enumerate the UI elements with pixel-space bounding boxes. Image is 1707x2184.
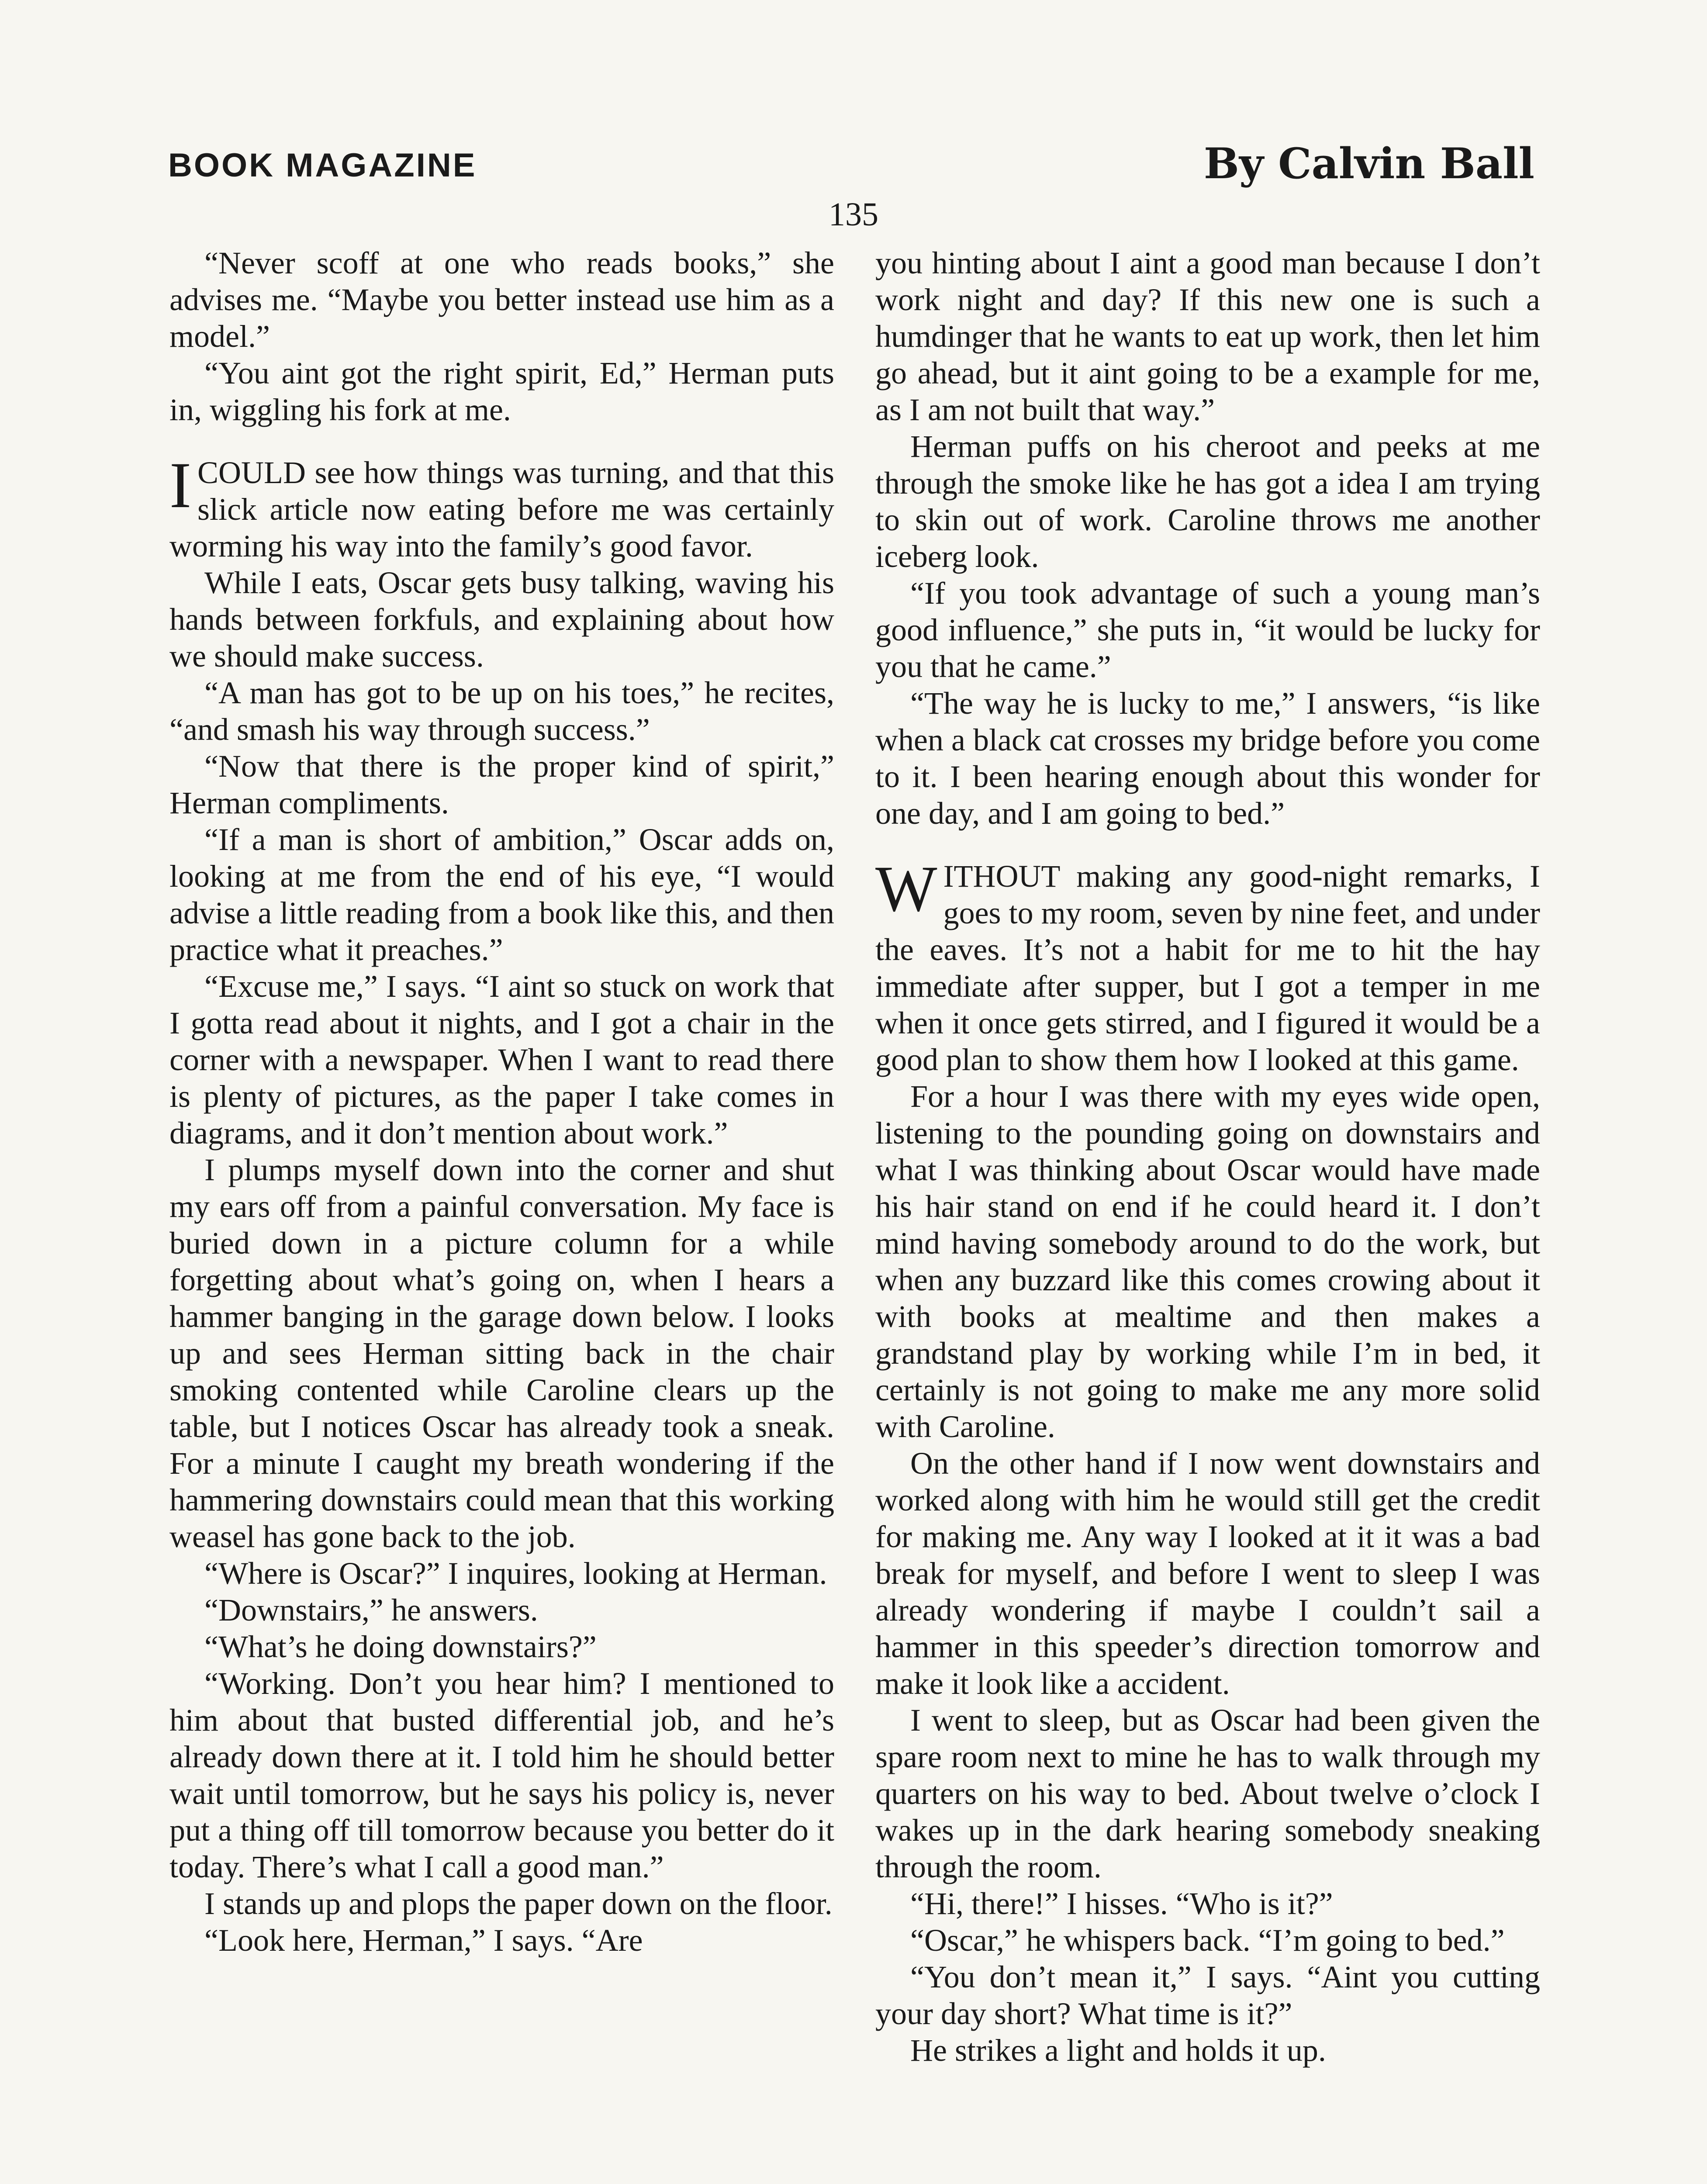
paragraph bbox=[875, 1959, 1540, 2032]
paragraph-text: COULD see how things was turning, and that this slick article now eating before me was certainly worming his way into the family’s good favor. bbox=[169, 455, 834, 563]
paragraph-text: I plumps myself down into the corner and shut my ears off from a painful conversation. My face is buried down in a picture column for a while forgetting about what’s going on, when I hears a hammer banging in the garage down below. I looks up and sees Herman sitting back in the chair smoking contented while Caroline clears up the table, but I notices Oscar has already took a sneak. For a minute I caught my breath wondering if the hammering downstairs could mean that this working weasel has gone back to the job. bbox=[169, 1152, 834, 1554]
paragraph bbox=[169, 1922, 834, 1959]
paragraph-text: “You aint got the right spirit, Ed,” Herman puts in, wiggling his fork at me. bbox=[169, 356, 834, 427]
byline: By Calvin Ball bbox=[1203, 139, 1534, 188]
paragraph bbox=[875, 1445, 1540, 1702]
page-number: 135 bbox=[829, 196, 878, 233]
paragraph bbox=[169, 1628, 834, 1665]
paragraph bbox=[875, 685, 1540, 832]
paragraph bbox=[875, 575, 1540, 685]
paragraph bbox=[169, 564, 834, 674]
paragraph-text: “Now that there is the proper kind of spirit,” Herman compliments. bbox=[169, 749, 834, 820]
paragraph-text: “Oscar,” he whispers back. “I’m going to bed.” bbox=[910, 1923, 1505, 1958]
paragraph bbox=[169, 1555, 834, 1592]
paragraph-text: ITHOUT making any good-night remarks, I goes to my room, seven by nine feet, and under the eaves. It’s not a habit for me to hit the hay immediate after supper, but I got a temper in me when it once gets stirred, and I figured it would be a good plan to show them how I looked at this game. bbox=[875, 859, 1540, 1077]
paragraph bbox=[169, 968, 834, 1151]
right-column bbox=[875, 245, 1540, 2069]
paragraph-text: “Where is Oscar?” I inquires, looking at Herman. bbox=[204, 1556, 827, 1591]
paragraph-text: “Downstairs,” he answers. bbox=[204, 1593, 538, 1628]
paragraph bbox=[875, 2032, 1540, 2069]
paragraph-text: While I eats, Oscar gets busy talking, waving his hands between forkfuls, and explaining about how we should make success. bbox=[169, 565, 834, 674]
paragraph bbox=[169, 245, 834, 355]
paragraph bbox=[169, 1885, 834, 1922]
paragraph-text: I went to sleep, but as Oscar had been given the spare room next to mine he has to walk through my quarters on his way to bed. About twelve o’clock I wakes up in the dark hearing somebody sneaking through the room. bbox=[875, 1703, 1540, 1884]
paragraph bbox=[875, 1702, 1540, 1885]
paragraph-text: “If a man is short of ambition,” Oscar adds on, looking at me from the end of his eye, “I would advise a little reading from a book like this, and then practice what it preaches.” bbox=[169, 822, 834, 967]
paragraph bbox=[169, 449, 834, 564]
drop-cap: W bbox=[875, 853, 937, 925]
paragraph bbox=[169, 355, 834, 428]
paragraph bbox=[169, 1151, 834, 1555]
paragraph-text: On the other hand if I now went downstairs and worked along with him he would still get the credit for making me. Any way I looked at it it was a bad break for myself, and before I went to sleep I was already wondering if maybe I couldn’t sail a hammer in this speeder’s direction tomorrow and make it look like a accident. bbox=[875, 1446, 1540, 1701]
paragraph-text: “You don’t mean it,” I says. “Aint you cutting your day short? What time is it?” bbox=[875, 1959, 1540, 2031]
paragraph-text: Herman puffs on his cheroot and peeks at me through the smoke like he has got a idea I am trying to skin out of work. Caroline throws me another iceberg look. bbox=[875, 429, 1540, 574]
drop-cap: I bbox=[169, 449, 191, 522]
paragraph-text: I stands up and plops the paper down on the floor. bbox=[204, 1886, 833, 1921]
paragraph-text: “The way he is lucky to me,” I answers, “is like when a black cat crosses my bridge before you come to it. I been hearing enough about this wonder for one day, and I am going to bed.” bbox=[875, 686, 1540, 831]
paragraph-text: He strikes a light and holds it up. bbox=[910, 2033, 1326, 2068]
paragraph bbox=[875, 245, 1540, 428]
paragraph-text: you hinting about I aint a good man because I don’t work night and day? If this new one is such a humdinger that he wants to eat up work, then let him go ahead, but it aint going to be a example for me, as I am not built that way.” bbox=[875, 245, 1540, 427]
paragraph-text: “Never scoff at one who reads books,” she advises me. “Maybe you better instead use him as a model.” bbox=[169, 245, 834, 354]
paragraph-text: “Working. Don’t you hear him? I mentioned to him about that busted differential job, and he’s already down there at it. I told him he should better wait until tomorrow, but he says his policy is, never put a thing off till tomorrow because you better do it today. There’s what I call a good man.” bbox=[169, 1666, 834, 1884]
paragraph-text: “Hi, there!” I hisses. “Who is it?” bbox=[910, 1886, 1333, 1921]
paragraph-text: “What’s he doing downstairs?” bbox=[204, 1629, 597, 1664]
paragraph bbox=[169, 674, 834, 748]
paragraph bbox=[875, 428, 1540, 575]
paragraph bbox=[169, 1665, 834, 1885]
paragraph bbox=[875, 1922, 1540, 1959]
paragraph bbox=[875, 853, 1540, 1078]
paragraph bbox=[169, 748, 834, 821]
paragraph-text: “Look here, Herman,” I says. “Are bbox=[204, 1923, 643, 1958]
magazine-title: BOOK MAGAZINE bbox=[168, 147, 477, 184]
paragraph-text: For a hour I was there with my eyes wide open, listening to the pounding going on downstairs and what I was thinking about Oscar would have made his hair stand on end if he could heard it. I don’t mind having somebody around to do the work, but when any buzzard like this comes crowing about it with books at mealtime and then makes a grandstand play by working while I’m in bed, it certainly is not going to make me any more solid with Caroline. bbox=[875, 1079, 1540, 1444]
paragraph bbox=[169, 821, 834, 968]
paragraph-text: “Excuse me,” I says. “I aint so stuck on work that I gotta read about it nights, and I got a chair in the corner with a newspaper. When I want to read there is plenty of pictures, as the paper I take comes in diagrams, and it don’t mention about work.” bbox=[169, 969, 834, 1151]
paragraph-text: “If you took advantage of such a young man’s good influence,” she puts in, “it would be lucky for you that he came.” bbox=[875, 576, 1540, 684]
paragraph bbox=[169, 1592, 834, 1628]
paragraph bbox=[875, 1078, 1540, 1445]
paragraph bbox=[875, 1885, 1540, 1922]
paragraph-text: “A man has got to be up on his toes,” he recites, “and smash his way through success.” bbox=[169, 675, 834, 747]
left-column bbox=[169, 245, 834, 1959]
